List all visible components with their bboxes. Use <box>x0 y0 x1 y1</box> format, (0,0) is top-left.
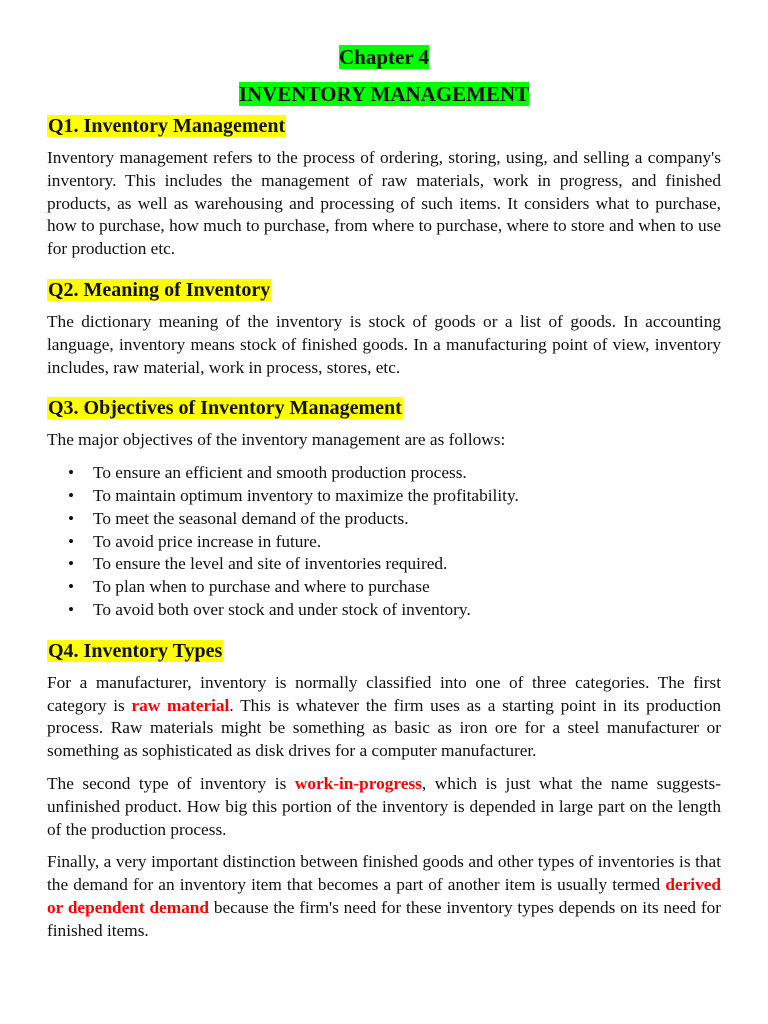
list-item-text: To plan when to purchase and where to purchase <box>93 577 430 597</box>
text-run: For a manufacturer, inventory is normally classified into one of three categories. The first category is <box>47 672 721 715</box>
bullet-icon: • <box>68 485 75 505</box>
text-run: Finally, a very important distinction between finished goods and other types of inventories is that the demand for an inventory item that becomes a part of another item is usually termed <box>47 852 721 895</box>
chapter-label <box>47 42 721 72</box>
text-run: . This is whatever the firm uses as a starting point in its production process. Raw materials might be something as basic as iron ore for a steel manufacturer or something as sophisticated as disk drives for a computer manufacturer. <box>47 695 721 761</box>
list-item <box>47 553 721 576</box>
term-work-in-progress: work-in-progress <box>294 773 422 793</box>
q4-heading <box>47 638 721 664</box>
q3-heading-text: Q3. Objectives of Inventory Management <box>48 397 402 420</box>
q1-heading-text: Q1. Inventory Management <box>48 115 286 137</box>
chapter-label-text: Chapter 4 <box>338 45 430 69</box>
list-item-text: To maintain optimum inventory to maximize the profitability. <box>93 485 519 505</box>
term-raw-material: raw material <box>131 695 230 715</box>
text-run: The second type of inventory is <box>47 773 295 793</box>
q4-paragraph-work-in-progress <box>47 773 721 841</box>
bullet-icon: • <box>68 554 75 574</box>
chapter-title-text: INVENTORY MANAGEMENT <box>238 82 530 106</box>
q3-intro: The major objectives of the inventory management are as follows: <box>47 430 506 450</box>
list-item-text: To ensure the level and site of inventories required. <box>93 554 448 574</box>
q2-heading-text: Q2. Meaning of Inventory <box>48 278 271 301</box>
q1-heading <box>47 113 721 139</box>
bullet-icon: • <box>68 463 75 483</box>
list-item <box>47 508 721 531</box>
term-derived-demand: derived or dependent demand <box>47 875 721 917</box>
list-item-text: To avoid both over stock and under stock of inventory. <box>93 599 471 619</box>
list-item <box>47 599 721 622</box>
chapter-title <box>47 79 721 109</box>
list-item <box>47 576 721 599</box>
q1-paragraph: Inventory management refers to the process of ordering, storing, using, and selling a company's inventory. This includes the management of raw materials, work in progress, and finished products, as well as warehousing and processing of such items. It considers what to purchase, how to purchase, how much to purchase, from where to purchase, where to store and when to use for production etc. <box>47 148 721 259</box>
list-item <box>47 462 721 485</box>
text-run: , which is just what the name suggests- unfinished product. How big this portion of the inventory is depended in large part on the length of the production process. <box>47 773 721 839</box>
bullet-icon: • <box>68 599 75 619</box>
text-run: because the firm's need for these inventory types depends on its need for finished items. <box>47 897 721 940</box>
list-item-text: To ensure an efficient and smooth production process. <box>93 463 467 483</box>
list-item <box>47 531 721 554</box>
list-item-text: To meet the seasonal demand of the products. <box>93 508 409 528</box>
q2-paragraph: The dictionary meaning of the inventory is stock of goods or a list of goods. In accounting language, inventory means stock of finished goods. In a manufacturing point of view, inventory includes, raw material, work in process, stores, etc. <box>47 311 721 377</box>
bullet-icon: • <box>68 531 75 551</box>
q4-paragraph-derived-demand <box>47 851 721 942</box>
q4-heading-text: Q4. Inventory Types <box>48 639 223 662</box>
q2-heading <box>47 277 721 303</box>
q4-paragraph-raw-material <box>47 672 721 763</box>
q3-heading <box>47 395 721 421</box>
bullet-icon: • <box>68 508 75 528</box>
bullet-icon: • <box>68 577 75 597</box>
list-item-text: To avoid price increase in future. <box>93 531 322 551</box>
list-item <box>47 485 721 508</box>
objectives-list <box>47 462 721 622</box>
